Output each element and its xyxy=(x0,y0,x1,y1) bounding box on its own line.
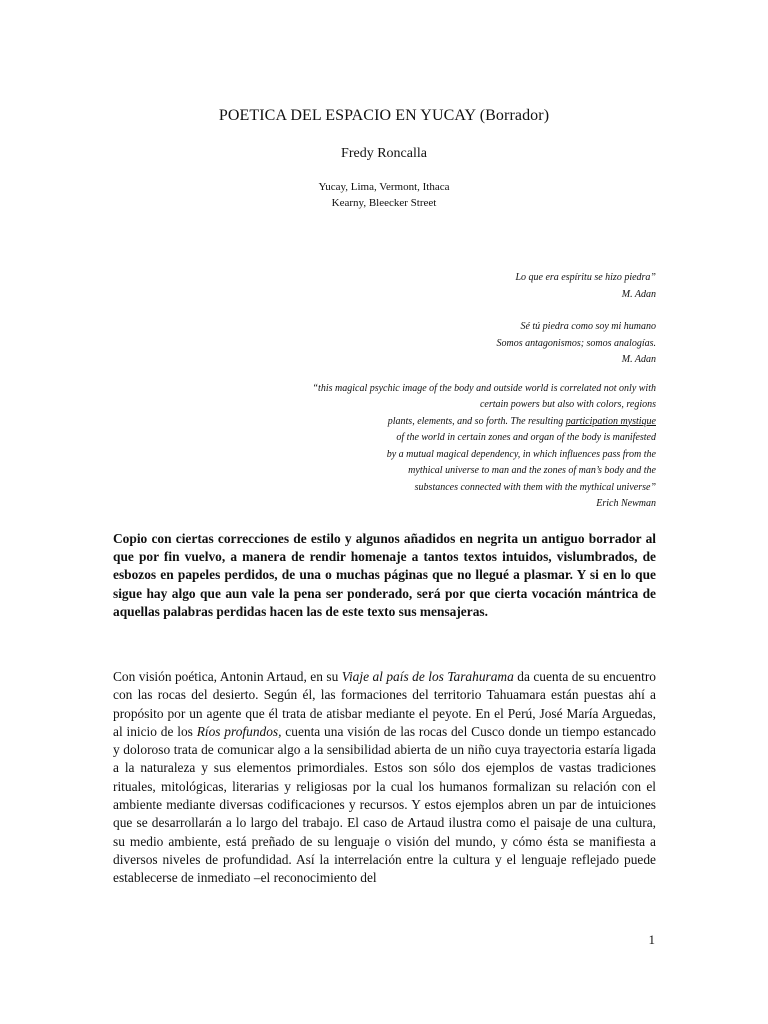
author-name: Fredy Roncalla xyxy=(341,146,427,161)
epigraph-1-attribution: M. Adan xyxy=(621,288,656,300)
epigraph-2 xyxy=(196,319,656,369)
places-line-1: Yucay, Lima, Vermont, Ithaca xyxy=(318,181,450,193)
epigraph-3 xyxy=(196,381,656,513)
epigraph-3-line-7: substances connected with them with the mythical universe” xyxy=(414,481,656,493)
epigraph-3-line-5: by a mutual magical dependency, in which influences pass from the xyxy=(386,448,656,460)
document-title: POETICA DEL ESPACIO EN YUCAY (Borrador) xyxy=(218,107,550,124)
epigraph-1 xyxy=(196,270,656,303)
body-text-part-2: da cuenta de su encuentro con las rocas del desierto. Según él, las formaciones del territorio Tahuamara están puestas ahí a propósito por un agente que él trata de atisbar mediante el peyote. En el Perú, José María Arguedas, al inicio de los xyxy=(113,669,656,739)
epigraph-1-line-1: Lo que era espíritu se hizo piedra” xyxy=(515,272,656,283)
body-paragraph xyxy=(113,668,656,888)
epigraph-3-line-4: of the world in certain zones and organ of the body is manifested xyxy=(396,432,656,443)
places-block xyxy=(0,179,768,211)
intro-bold-paragraph: Copio con ciertas correcciones de estilo y algunos añadidos en negrita un antiguo borrador al que por fin vuelvo, a manera de rendir homenaje a tantos textos intuidos, vislumbrados, de esbozos en papeles perdidos, de una o muchas páginas que no llegué a plasmar. Y si en lo que sigue hay algo que aun vale la pena ser ponderado, será por que cierta vocación mántrica de aquellas palabras perdidas hacen las de este texto sus mensajeras. xyxy=(113,531,656,619)
epigraph-3-line-1: “this magical psychic image of the body and outside world is correlated not only with xyxy=(312,382,656,394)
body-text-part-1: Con visión poética, Antonin Artaud, en su xyxy=(113,669,342,684)
body-text-part-3: cuenta una visión de las rocas del Cusco donde un tiempo estancado y doloroso trata de comunicar algo a la sensibilidad abierta de un niño cuya trayectoria estaría ligada a la naturaleza y sus elementos primordiales. Estos son sólo dos ejemplos de vastas tradiciones rituales, mitológicas, literarias y religiosas por la cual los humanos formalizan su relación con el ambiente mediante diversas codificaciones y recursos. Y estos ejemplos abren un par de intuiciones que se desarrollarán a lo largo del trabajo. El caso de Artaud ilustra como el paisaje de una cultura, su medio ambiente, está preñado de su lenguaje o visión del mundo, y cómo ésta se manifiesta a diversos niveles de profundidad. Así la interrelación entre la cultura y el lenguaje reflejado puede establecerse de inmediato –el reconocimiento del xyxy=(113,723,656,886)
book-title-arguedas: Ríos profundos, xyxy=(196,723,282,739)
epigraph-3-line-3 xyxy=(196,414,656,431)
epigraph-2-line-1: Sé tú piedra como soy mi humano xyxy=(520,321,656,332)
epigraph-3-attribution: Erich Newman xyxy=(596,498,656,509)
participation-mystique-underlined: participation mystique xyxy=(565,415,656,427)
epigraph-3-line-2: certain powers but also with colors, regions xyxy=(479,399,656,410)
epigraph-3-line-6: mythical universe to man and the zones of man’s body and the xyxy=(408,465,656,476)
places-line-2: Kearny, Bleecker Street xyxy=(331,197,437,209)
epigraph-2-attribution: M. Adan xyxy=(621,354,656,365)
book-title-artaud: Viaje al país de los Tarahurama xyxy=(341,669,514,684)
epigraphs-block xyxy=(196,270,656,513)
epigraph-2-line-2: Somos antagonismos; somos analogías. xyxy=(496,337,656,349)
epigraph-3-line-3-text: plants, elements, and so forth. The resulting xyxy=(387,415,566,427)
page-number: 1 xyxy=(648,932,655,947)
